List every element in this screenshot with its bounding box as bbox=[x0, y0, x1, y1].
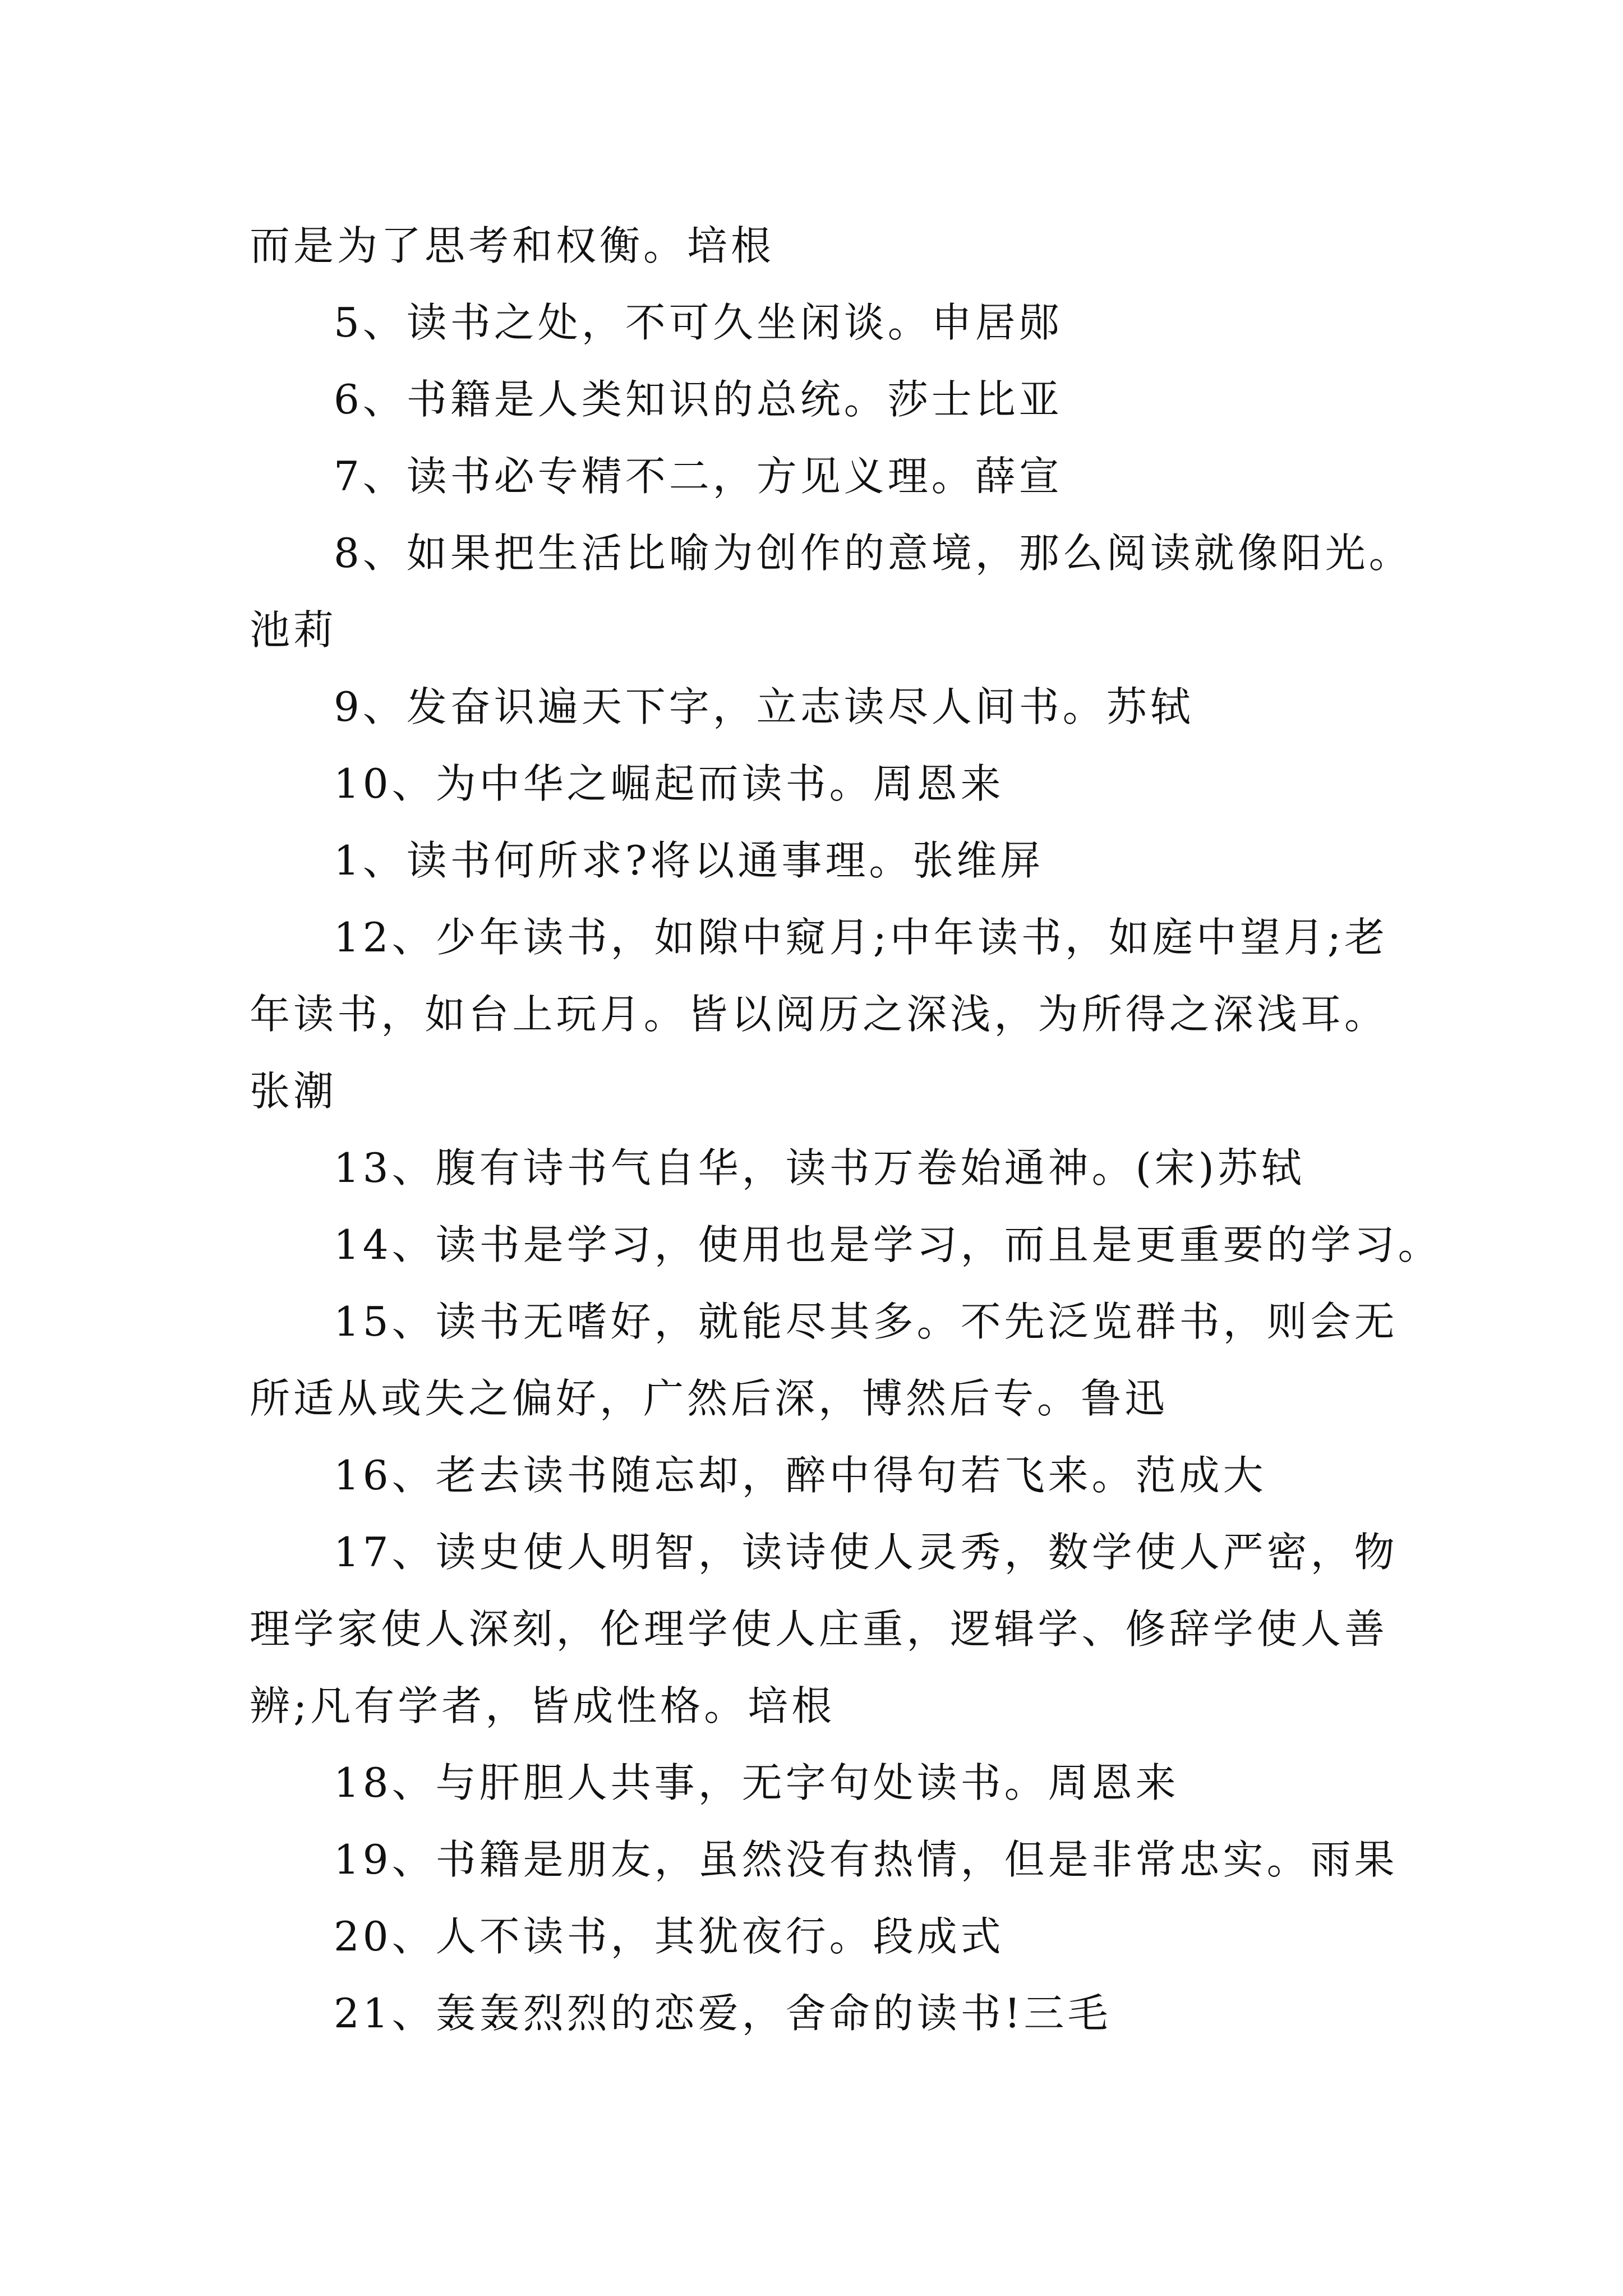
text-line: 池莉 bbox=[250, 606, 338, 654]
quote-16: 16、老去读书随忘却，醉中得句若飞来。范成大 bbox=[334, 1452, 1267, 1499]
quote-13: 13、腹有诗书气自华，读书万卷始通神。(宋)苏轼 bbox=[334, 1144, 1305, 1191]
quote-17: 17、读史使人明智，读诗使人灵秀，数学使人严密，物 bbox=[334, 1529, 1398, 1576]
quote-18: 18、与肝胆人共事，无字句处读书。周恩来 bbox=[334, 1759, 1179, 1806]
text-line: 张潮 bbox=[250, 1068, 338, 1115]
quote-10: 10、为中华之崛起而读书。周恩来 bbox=[334, 760, 1004, 807]
text-line: 理学家使人深刻，伦理学使人庄重，逻辑学、修辞学使人善 bbox=[250, 1605, 1388, 1653]
text-line: 年读书，如台上玩月。皆以阅历之深浅，为所得之深浅耳。 bbox=[250, 991, 1388, 1038]
quote-19: 19、书籍是朋友，虽然没有热情，但是非常忠实。雨果 bbox=[334, 1836, 1398, 1883]
text-line: 辨;凡有学者，皆成性格。培根 bbox=[250, 1682, 836, 1729]
quote-20: 20、人不读书，其犹夜行。段成式 bbox=[334, 1913, 1004, 1960]
document-body bbox=[250, 208, 1442, 2052]
quote-1: 1、读书何所求?将以通事理。张维屏 bbox=[334, 837, 1044, 884]
quote-5: 5、读书之处，不可久坐闲谈。申居郧 bbox=[334, 299, 1063, 346]
quote-7: 7、读书必专精不二，方见义理。薛宣 bbox=[334, 453, 1063, 500]
quote-12: 12、少年读书，如隙中窥月;中年读书，如庭中望月;老 bbox=[334, 914, 1389, 961]
quote-15: 15、读书无嗜好，就能尽其多。不先泛览群书，则会无 bbox=[334, 1298, 1398, 1345]
quote-14: 14、读书是学习，使用也是学习，而且是更重要的学习。 bbox=[334, 1221, 1442, 1268]
text-line: 所适从或失之偏好，广然后深，博然后专。鲁迅 bbox=[250, 1375, 1169, 1422]
quote-6: 6、书籍是人类知识的总统。莎士比亚 bbox=[334, 376, 1063, 423]
quote-21: 21、轰轰烈烈的恋爱，舍命的读书!三毛 bbox=[334, 1990, 1112, 2037]
quote-9: 9、发奋识遍天下字，立志读尽人间书。苏轼 bbox=[334, 683, 1194, 730]
text-line: 而是为了思考和权衡。培根 bbox=[250, 222, 775, 269]
quote-8: 8、如果把生活比喻为创作的意境，那么阅读就像阳光。 bbox=[334, 530, 1413, 577]
